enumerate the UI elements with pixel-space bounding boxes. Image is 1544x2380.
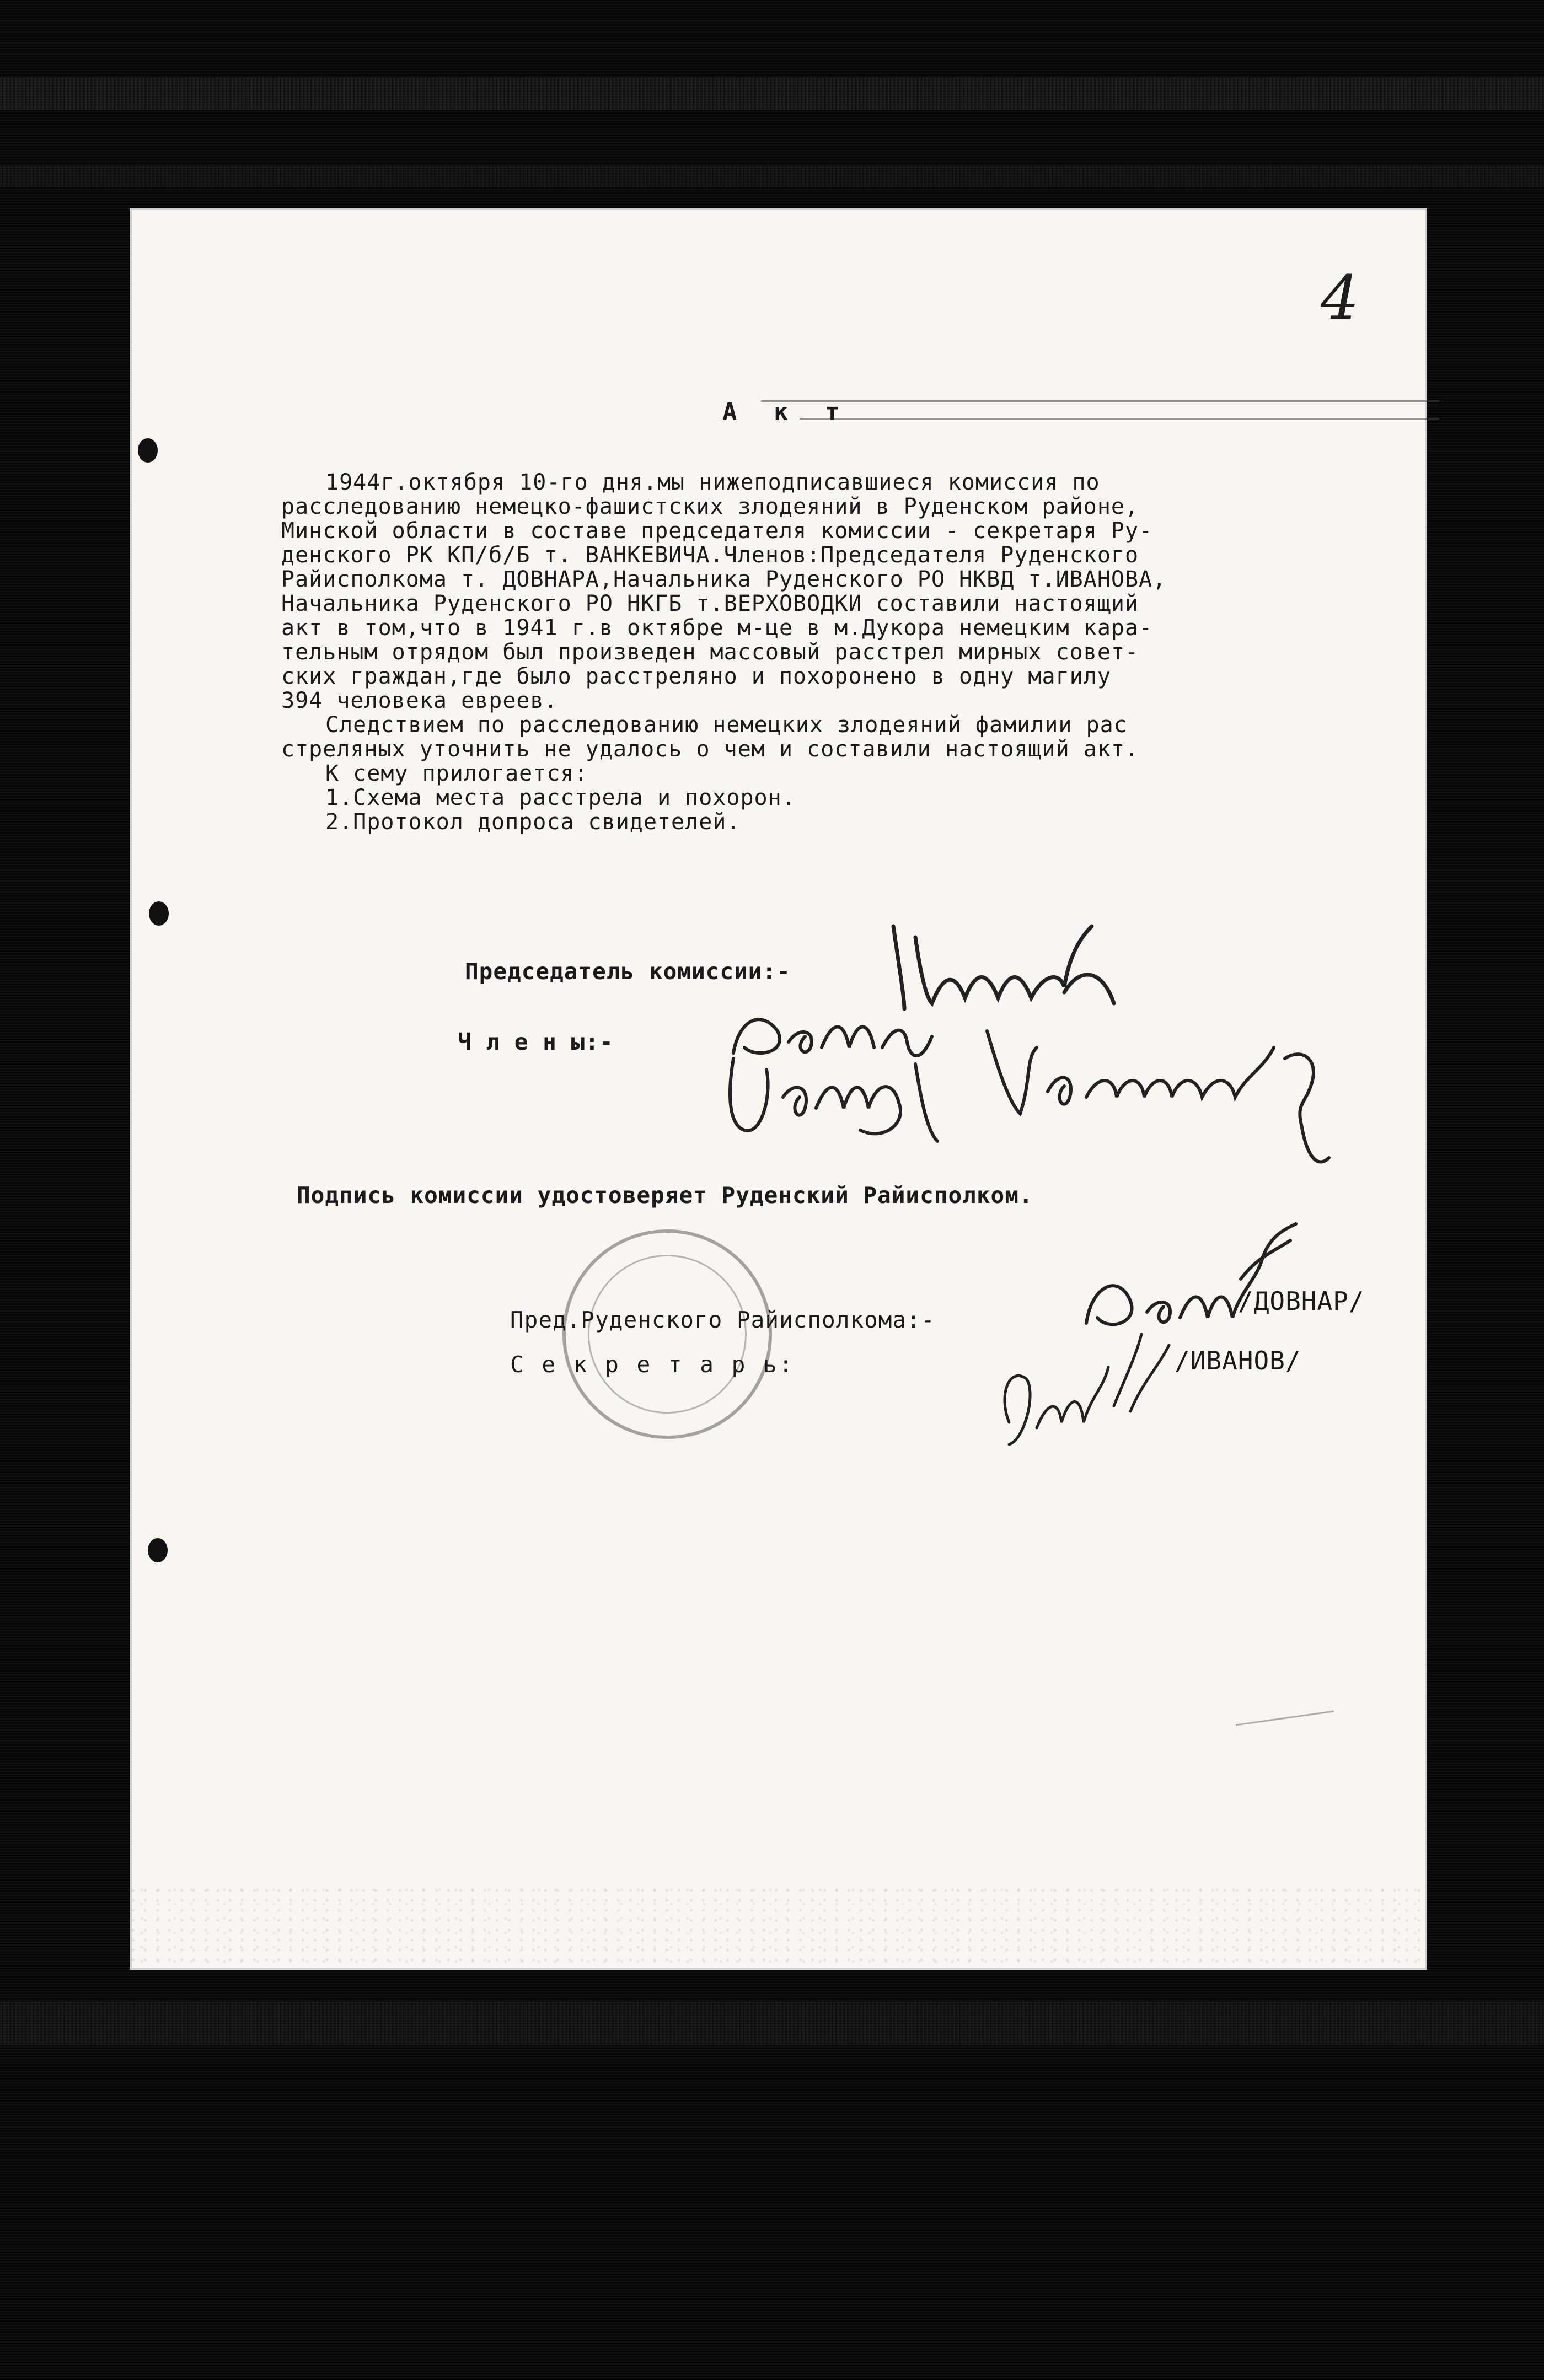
punch-hole-icon [148, 1538, 168, 1562]
attachment-item: 1.Схема места расстрела и похорон. [325, 785, 796, 810]
document-title: А к т [722, 398, 851, 426]
body-line: акт в том,что в 1941 г.в октябре м-це в м.Дукора немецким кара- [281, 615, 1153, 641]
chairman-label: Председатель комиссии:- [465, 958, 791, 985]
member-signature-icon [976, 1014, 1351, 1180]
chair-exec-name: /ДОВНАР/ [1238, 1286, 1365, 1316]
investigation-line: Следствием по расследованию немецких злодеяний фамилии рас [325, 712, 1128, 738]
secretary-name: /ИВАНОВ/ [1175, 1346, 1301, 1376]
member-signature-icon [717, 1047, 971, 1152]
body-line: Минской области в составе председателя комиссии - секретаря Ру- [281, 518, 1153, 544]
body-line: 394 человека евреев. [281, 688, 558, 713]
chair-exec-label: Пред.Руденского Райисполкома:- [510, 1307, 935, 1333]
paper-texture [132, 1885, 1425, 1968]
official-seal-icon [562, 1229, 772, 1439]
attachment-item: 2.Протокол допроса свидетелей. [325, 809, 741, 835]
body-line: Начальника Руденского РО НКГБ т.ВЕРХОВОДКИ составили настоящий [281, 591, 1139, 616]
official-seal-inner-ring [588, 1255, 747, 1414]
certification-line: Подпись комиссии удостоверяет Руденский Райисполком. [297, 1182, 1033, 1208]
body-line: ских граждан,где было расстреляно и похоронено в одну магилу [281, 664, 1111, 689]
ruled-line [761, 400, 1439, 402]
punch-hole-icon [149, 901, 169, 926]
scan-noise-band [0, 77, 1544, 110]
secretary-signature-icon [987, 1301, 1186, 1466]
members-label: Ч л е н ы:- [458, 1029, 614, 1055]
page-number: 4 [1321, 262, 1359, 333]
body-line: Райисполкома т. ДОВНАРА,Начальника Руденского РО НКВД т.ИВАНОВА, [281, 567, 1167, 592]
scan-noise-band [0, 165, 1544, 187]
punch-hole-icon [138, 438, 158, 463]
attachments-label: К сему прилогается: [325, 761, 588, 786]
body-line: денского РК КП/б/Б т. ВАНКЕВИЧА.Членов:Председателя Руденского [281, 542, 1139, 568]
ruled-line [800, 418, 1439, 420]
act-body [281, 470, 1406, 834]
investigation-line: стреляных уточнить не удалось о чем и составили настоящий акт. [281, 737, 1139, 762]
body-line: расследованию немецко-фашистских злодеяний в Руденском районе, [281, 494, 1139, 519]
scan-noise-band [0, 2001, 1544, 2045]
body-line: тельным отрядом был произведен массовый расстрел мирных совет- [281, 640, 1139, 665]
secretary-label: С е к р е т а р ь: [510, 1351, 795, 1378]
body-line: 1944г.октября 10-го дня.мы нижеподписавшиеся комиссия по [325, 470, 1100, 495]
